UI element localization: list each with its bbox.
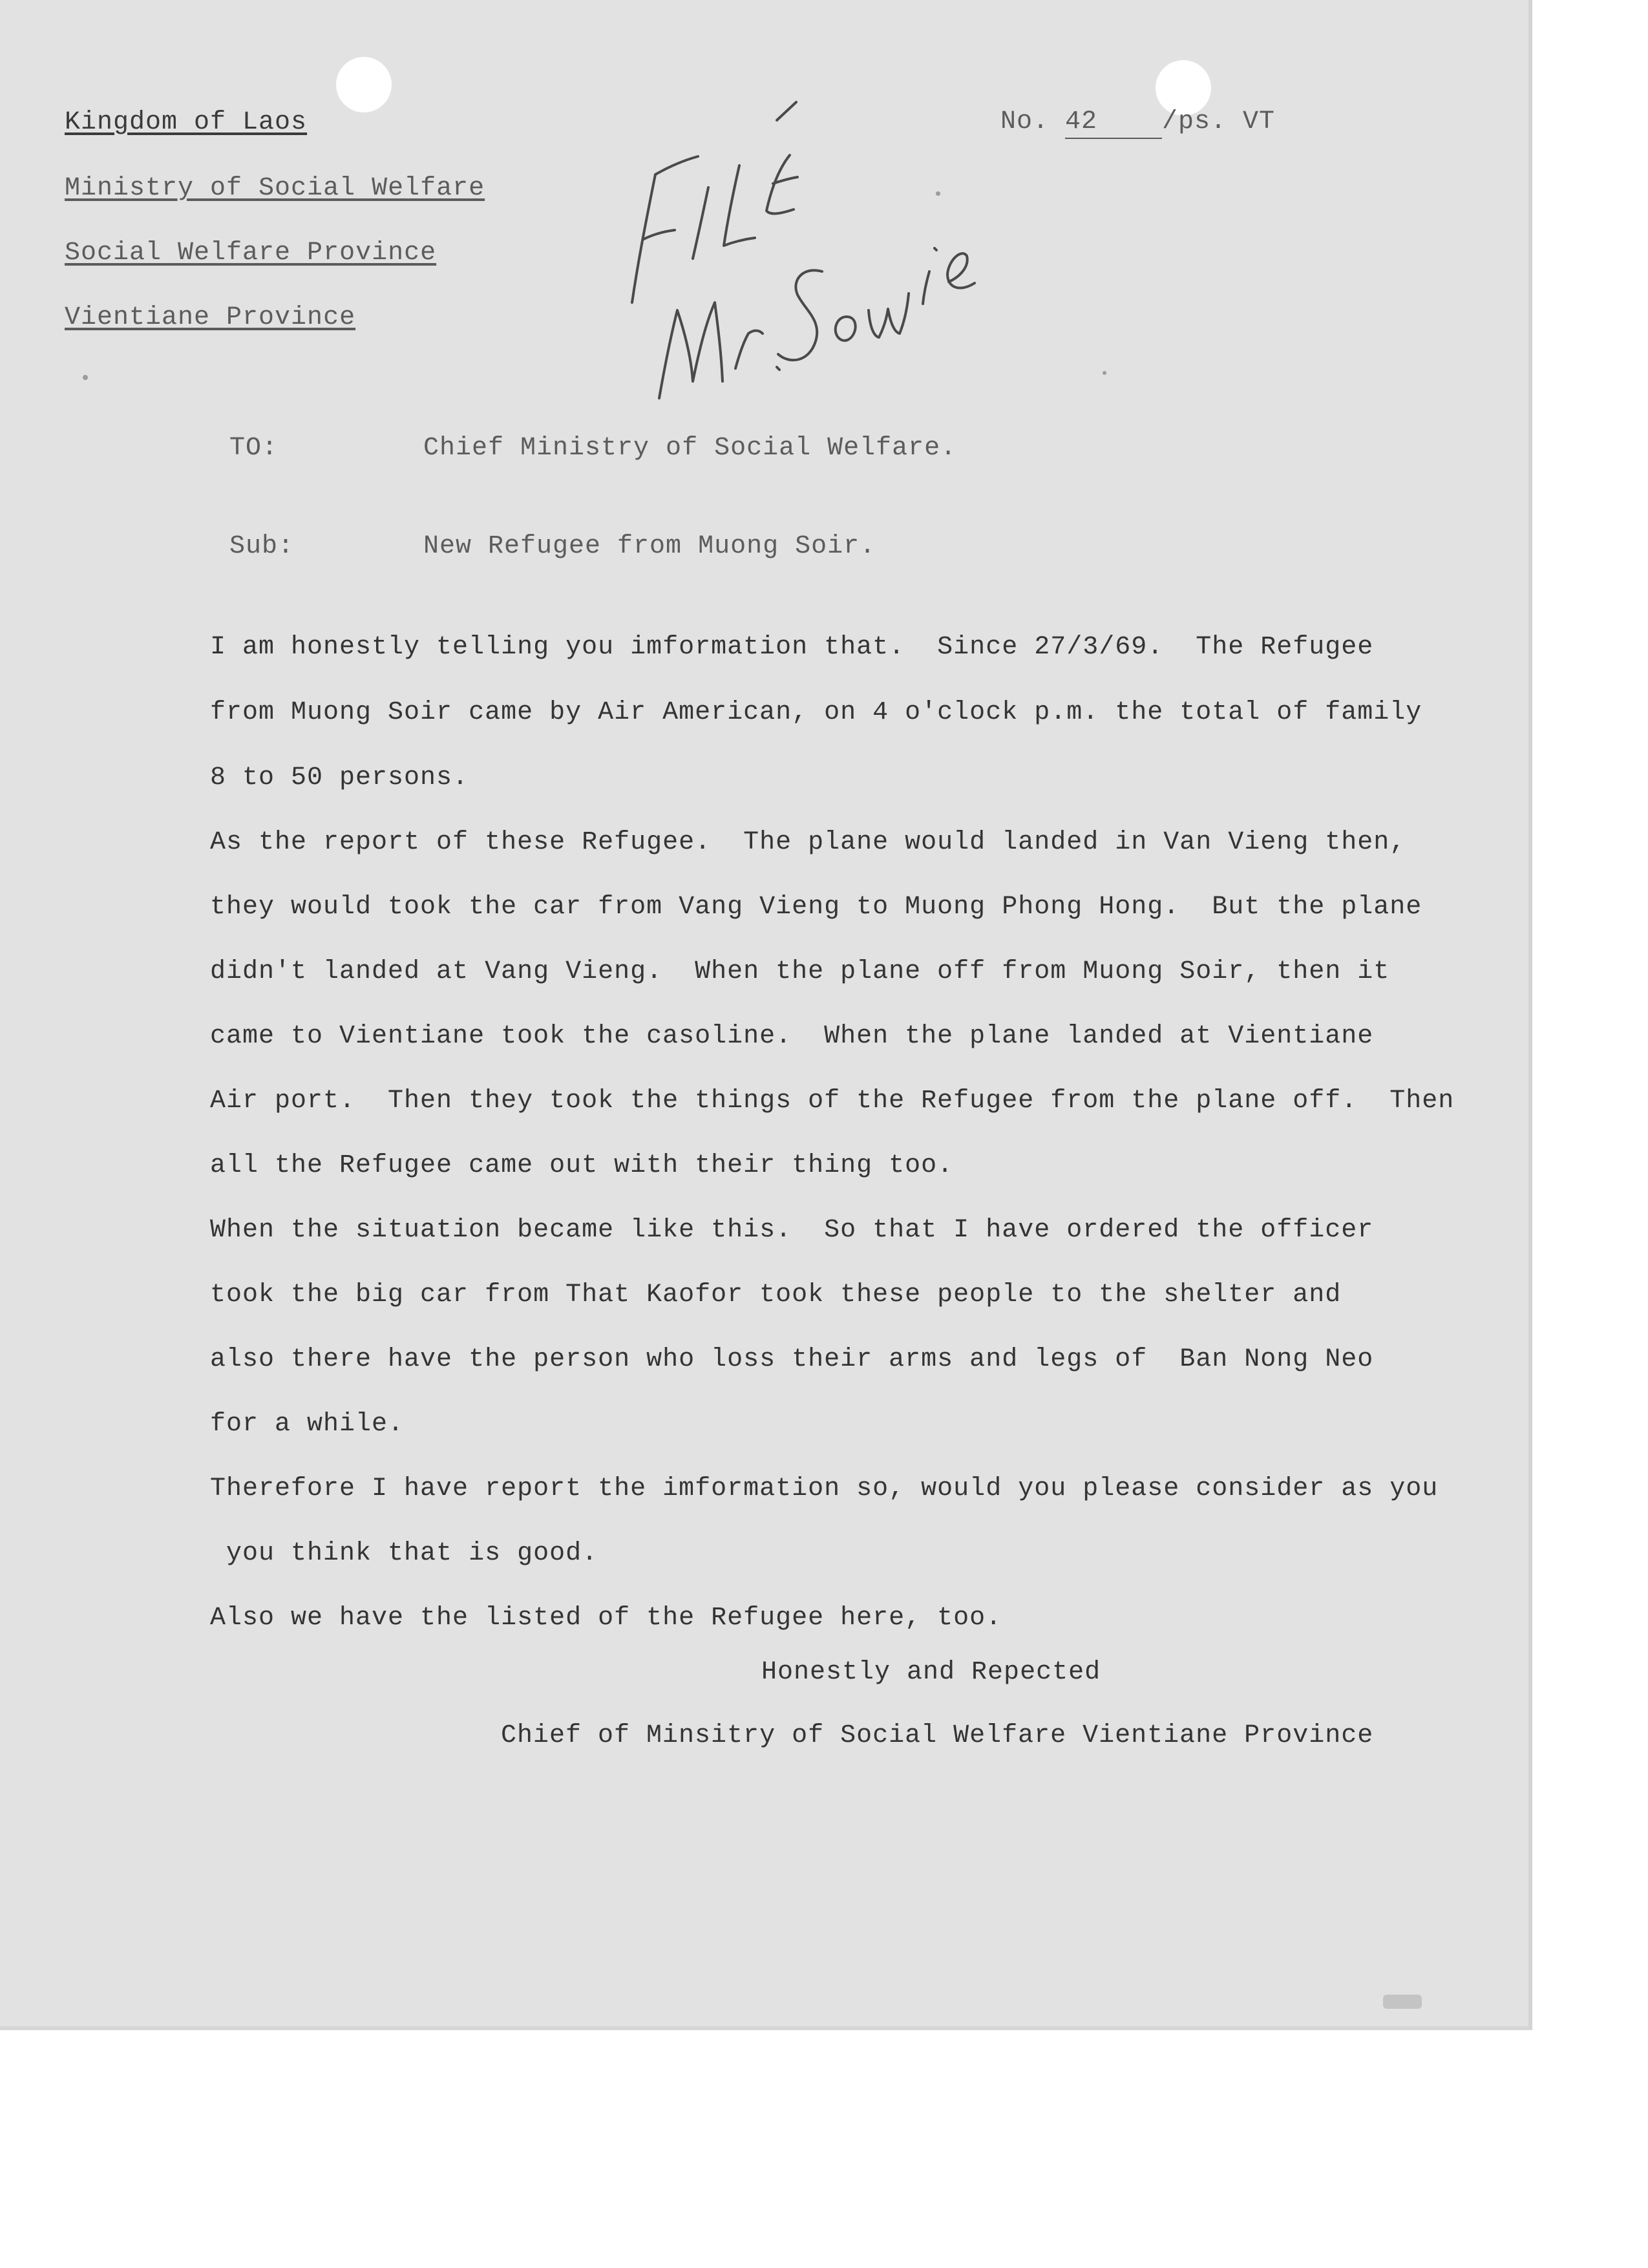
memo-to-value: Chief Ministry of Social Welfare. (423, 434, 957, 463)
body-line: from Muong Soir came by Air American, on 4 o'clock p.m. the total of family (210, 698, 1422, 727)
signature-title: Chief of Minsitry of Social Welfare Vientiane Province (501, 1721, 1374, 1750)
letterhead-ministry: Ministry of Social Welfare (65, 174, 485, 203)
closing-salutation: Honestly and Repected (761, 1658, 1101, 1687)
reference-value: 42 (1065, 107, 1162, 139)
body-line: took the big car from That Kaofor took these people to the shelter and (210, 1280, 1342, 1309)
body-line: for a while. (210, 1410, 405, 1439)
body-line: didn't landed at Vang Vieng. When the plane off from Muong Soir, then it (210, 957, 1390, 986)
memo-to-label: TO: (229, 434, 279, 463)
memo-subject-value: New Refugee from Muong Soir. (423, 532, 876, 561)
body-line: they would took the car from Vang Vieng to Muong Phong Hong. But the plane (210, 893, 1422, 922)
body-line: came to Vientiane took the casoline. When the plane landed at Vientiane (210, 1022, 1374, 1051)
body-line: 8 to 50 persons. (210, 763, 469, 792)
body-line: also there have the person who loss their arms and legs of Ban Nong Neo (210, 1345, 1374, 1374)
body-line: Air port. Then they took the things of the Refugee from the plane off. Then (210, 1086, 1455, 1116)
handwritten-file-annotation (607, 97, 1073, 407)
letterhead-province: Vientiane Province (65, 303, 356, 332)
reference-suffix: /ps. VT (1162, 107, 1276, 136)
body-line: When the situation became like this. So that I have ordered the officer (210, 1216, 1374, 1245)
scan-speck (936, 191, 940, 196)
letterhead-province-office: Social Welfare Province (65, 238, 437, 268)
body-line: you think that is good. (210, 1539, 598, 1568)
scan-speck (1103, 371, 1106, 375)
letterhead-kingdom: Kingdom of Laos (65, 108, 308, 137)
memo-subject-label: Sub: (229, 532, 295, 561)
scan-speck (83, 375, 88, 380)
reference-prefix: No. (1000, 107, 1050, 136)
scan-smudge (1383, 1995, 1422, 2009)
body-line: I am honestly telling you imformation that. Since 27/3/69. The Refugee (210, 633, 1374, 662)
body-line: As the report of these Refugee. The plane would landed in Van Vieng then, (210, 828, 1406, 857)
body-line: all the Refugee came out with their thing too. (210, 1151, 954, 1180)
body-line: Also we have the listed of the Refugee here, too. (210, 1604, 1002, 1633)
body-line: Therefore I have report the imformation so, would you please consider as you (210, 1474, 1439, 1503)
punch-hole-left (336, 57, 392, 112)
